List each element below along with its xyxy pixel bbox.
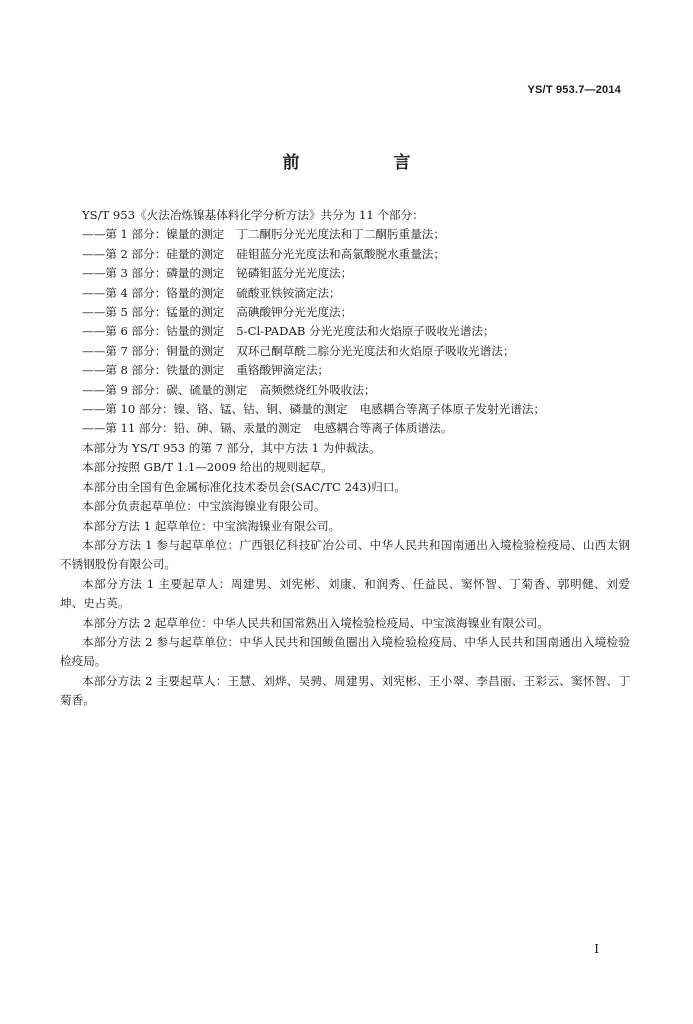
body-paragraph: 本部分方法 2 起草单位：中华人民共和国常熟出入境检验检疫局、中宝滨海镍业有限公司。	[82, 615, 549, 630]
part-label: ——第 3 部分：磷量的测定	[82, 266, 225, 281]
part-label: ——第 4 部分：铬量的测定	[82, 285, 225, 300]
list-item	[60, 284, 630, 303]
part-method: 电感耦合等离子体质谱法。	[313, 421, 453, 436]
list-item	[60, 400, 630, 419]
part-label: ——第 2 部分：硅量的测定	[82, 246, 225, 261]
part-label: ——第 7 部分：铜量的测定	[82, 343, 225, 358]
list-item	[60, 419, 630, 438]
list-item	[60, 361, 630, 380]
part-method: 高频燃烧红外吸收法；	[259, 382, 376, 397]
part-method: 5-Cl-PADAB 分光光度法和火焰原子吸收光谱法；	[236, 324, 495, 339]
part-method: 硫酸亚铁铵滴定法；	[236, 285, 341, 300]
list-item	[60, 245, 630, 264]
intro-paragraph: YS/T 953《火法冶炼镍基体料化学分析方法》共分为 11 个部分：	[82, 208, 424, 222]
part-method: 硅钼蓝分光光度法和高氯酸脱水重量法；	[236, 246, 445, 261]
body-paragraph: 本部分方法 2 主要起草人：王慧、刘烨、吴骋、周建男、刘宪彬、王小翠、李昌丽、王彩云、窦怀智、丁菊香。	[60, 673, 630, 708]
list-item	[60, 225, 630, 244]
part-method: 重铬酸钾滴定法；	[236, 363, 330, 378]
body-paragraph: 本部分由全国有色金属标准化技术委员会(SAC/TC 243)归口。	[82, 479, 407, 494]
part-method: 电感耦合等离子体原子发射光谱法；	[359, 402, 546, 417]
standard-code: YS/T 953.7—2014	[527, 84, 621, 96]
part-method: 铋磷钼蓝分光光度法；	[236, 266, 353, 281]
part-label: ——第 1 部分：镍量的测定	[82, 227, 225, 242]
part-label: ——第 5 部分：锰量的测定	[82, 305, 225, 320]
list-item	[60, 264, 630, 283]
part-label: ——第 11 部分：铅、砷、镉、汞量的测定	[82, 421, 302, 436]
parts-list	[60, 225, 630, 438]
part-label: ——第 8 部分：铁量的测定	[82, 363, 225, 378]
part-label: ——第 6 部分：钴量的测定	[82, 324, 225, 339]
body-paragraph: 本部分按照 GB/T 1.1—2009 给出的规则起草。	[82, 460, 333, 475]
part-label: ——第 9 部分：碳、硫量的测定	[82, 382, 248, 397]
part-label: ——第 10 部分：镍、铬、锰、钴、铜、磷量的测定	[82, 402, 348, 417]
body-paragraph: 本部分方法 2 参与起草单位：中华人民共和国鲅鱼圈出入境检验检疫局、中华人民共和国南通出入境检验检疫局。	[60, 634, 630, 669]
part-method: 高碘酸钾分光光度法；	[236, 305, 353, 320]
page-title: 前 言	[282, 153, 455, 173]
body-paragraph: 本部分方法 1 参与起草单位：广西银亿科技矿冶公司、中华人民共和国南通出入境检验检疫局、山西太钢不锈钢股份有限公司。	[60, 537, 630, 572]
body-paragraph: 本部分方法 1 起草单位：中宝滨海镍业有限公司。	[82, 518, 341, 533]
body-paragraph: 本部分为 YS/T 953 的第 7 部分，其中方法 1 为仲裁法。	[82, 440, 381, 455]
document-body	[60, 206, 630, 711]
list-item	[60, 342, 630, 361]
list-item	[60, 303, 630, 322]
part-method: 双环己酮草酰二腙分光光度法和火焰原子吸收光谱法；	[236, 343, 515, 358]
body-paragraph: 本部分方法 1 主要起草人：周建男、刘宪彬、刘康、和润秀、任益民、窦怀智、丁菊香、郭明健、刘爱坤、史占英。	[60, 576, 630, 611]
list-item	[60, 322, 630, 341]
list-item	[60, 381, 630, 400]
body-paragraph: 本部分负责起草单位：中宝滨海镍业有限公司。	[82, 499, 326, 514]
part-method: 丁二酮肟分光光度法和丁二酮肟重量法；	[236, 227, 445, 242]
page-number: I	[594, 942, 599, 956]
